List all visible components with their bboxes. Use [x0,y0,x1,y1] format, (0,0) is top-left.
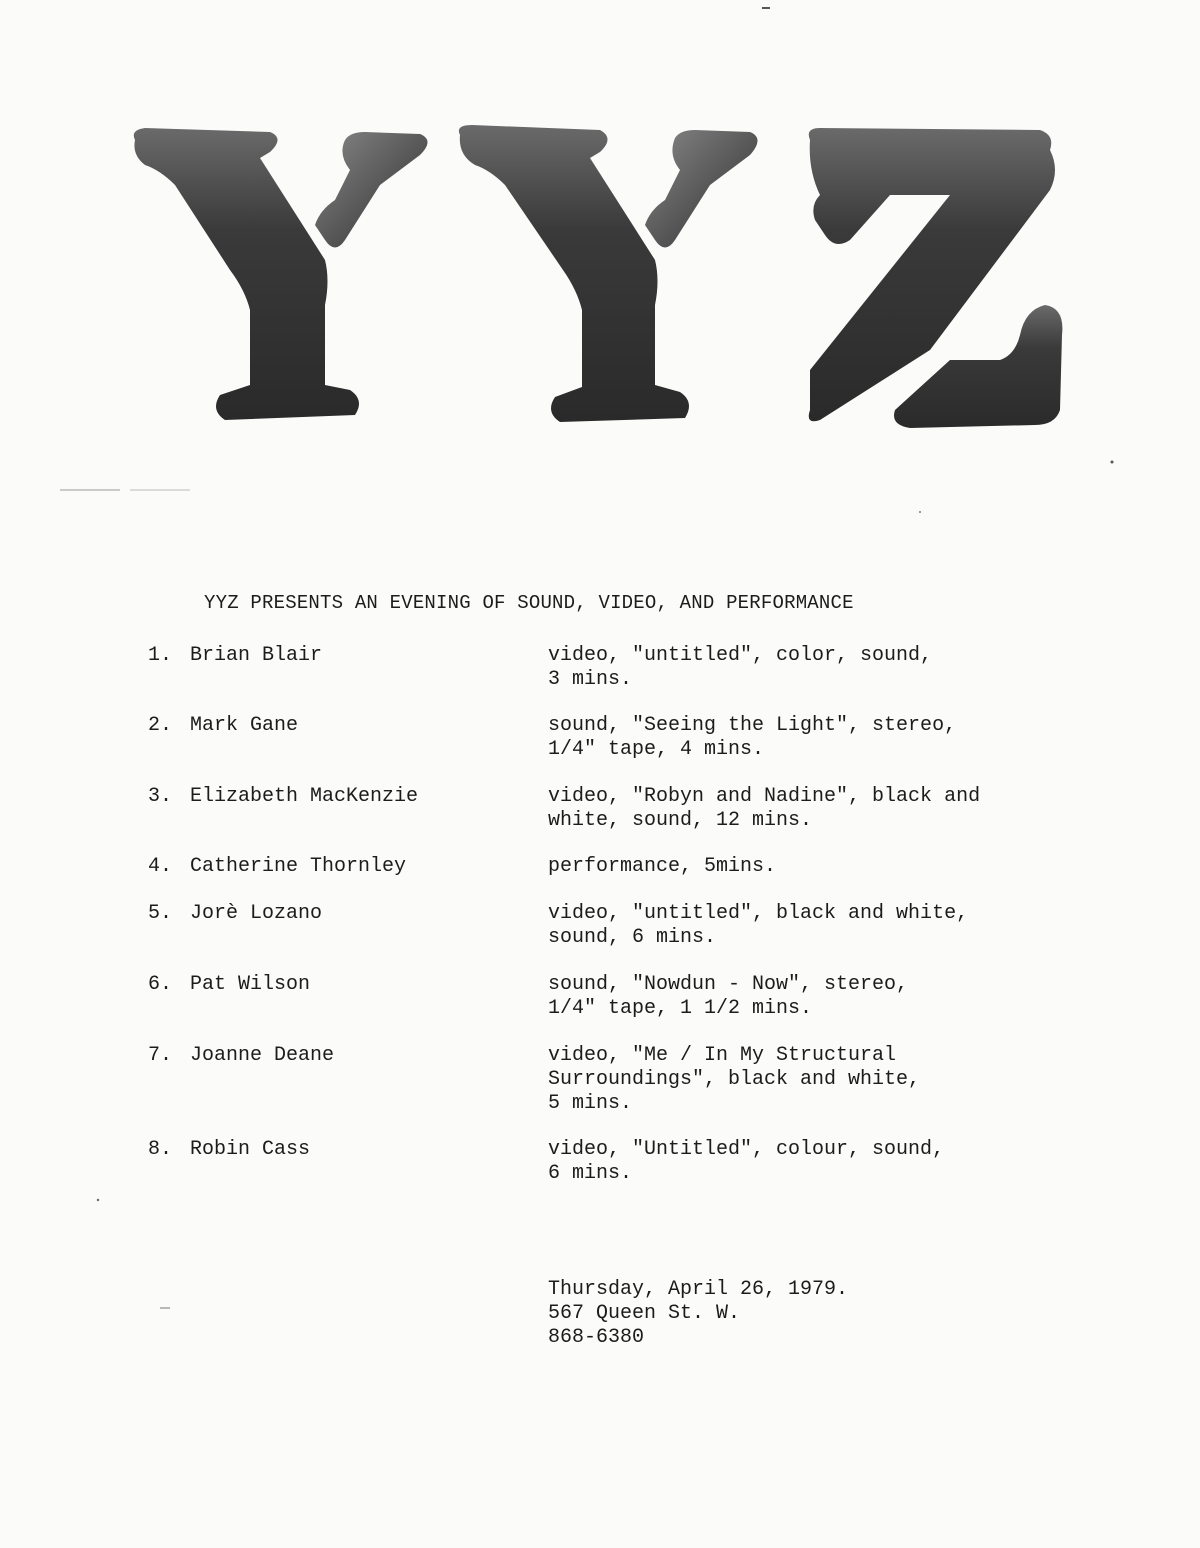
work-description [548,1044,1048,1116]
artist-name: Catherine Thornley [190,855,407,878]
item-number: 3. [148,785,173,808]
desc-line: sound, "Seeing the Light", stereo, [548,714,957,737]
work-description [548,1138,1048,1186]
work-description [548,714,1048,762]
artist-name: Brian Blair [190,644,323,667]
item-number: 7. [148,1044,173,1067]
desc-line: 3 mins. [548,668,633,691]
desc-line: 6 mins. [548,1162,633,1185]
item-number: 1. [148,644,173,667]
desc-line: 5 mins. [548,1092,633,1115]
work-description [548,973,1048,1021]
desc-line: video, "Untitled", colour, sound, [548,1138,945,1161]
desc-line: Surroundings", black and white, [548,1068,921,1091]
item-number: 2. [148,714,173,737]
desc-line: video, "Robyn and Nadine", black and [548,785,981,808]
desc-line: sound, "Nowdun - Now", stereo, [548,973,909,996]
event-phone: 868-6380 [548,1326,645,1349]
work-description [548,644,1048,692]
work-description [548,902,1048,950]
event-details [548,1278,848,1350]
desc-line: video, "untitled", black and white, [548,902,969,925]
artist-name: Elizabeth MacKenzie [190,785,419,808]
artist-name: Pat Wilson [190,973,311,996]
item-number: 8. [148,1138,173,1161]
desc-line: video, "Me / In My Structural [548,1044,897,1067]
event-address: 567 Queen St. W. [548,1302,741,1325]
work-description [548,785,1048,833]
artist-name: Joanne Deane [190,1044,335,1067]
logo-letter-z [809,128,1063,428]
event-date: Thursday, April 26, 1979. [548,1278,849,1301]
event-heading: YYZ PRESENTS AN EVENING OF SOUND, VIDEO, AND PERFORMANCE [204,592,854,614]
item-number: 5. [148,902,173,925]
artist-name: Robin Cass [190,1138,311,1161]
desc-line: 1/4" tape, 1 1/2 mins. [548,997,813,1020]
desc-line: performance, 5mins. [548,855,777,878]
logo-letter-y1 [134,128,428,420]
yyz-logo [120,110,1080,450]
artist-name: Mark Gane [190,714,299,737]
item-number: 4. [148,855,173,878]
item-number: 6. [148,973,173,996]
work-description [548,855,1048,879]
logo-letter-y2 [459,125,758,422]
desc-line: video, "untitled", color, sound, [548,644,933,667]
artist-name: Jorè Lozano [190,902,323,925]
desc-line: 1/4" tape, 4 mins. [548,738,765,761]
desc-line: sound, 6 mins. [548,926,717,949]
desc-line: white, sound, 12 mins. [548,809,813,832]
